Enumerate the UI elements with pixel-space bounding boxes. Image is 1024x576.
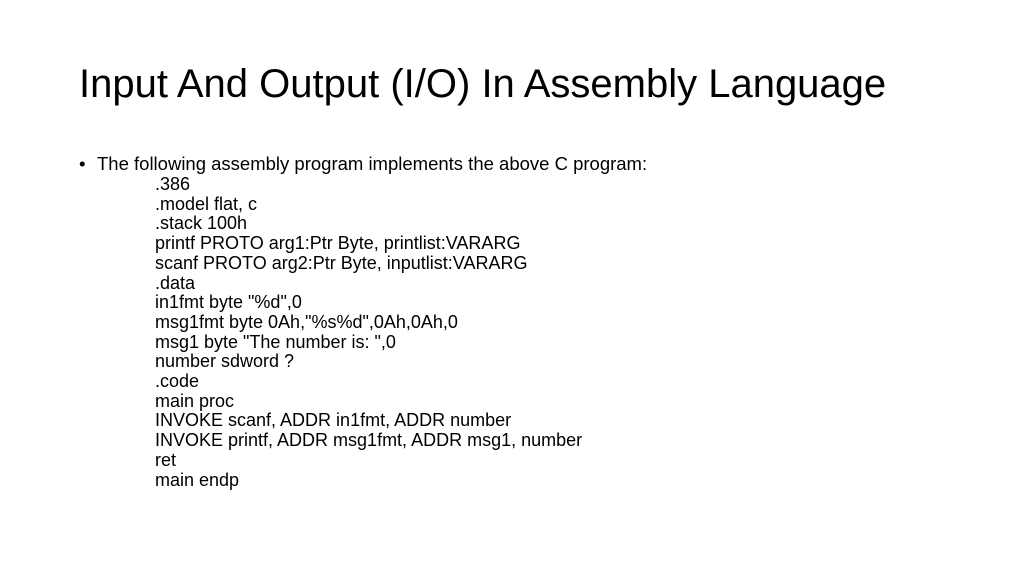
slide-title: Input And Output (I/O) In Assembly Language bbox=[79, 62, 887, 106]
code-line: scanf PROTO arg2:Ptr Byte, inputlist:VARARG bbox=[155, 252, 528, 273]
slide-content bbox=[79, 153, 979, 490]
code-line: .stack 100h bbox=[155, 213, 248, 234]
code-line: number sdword ? bbox=[155, 351, 295, 372]
code-line: .code bbox=[155, 371, 200, 392]
bullet-text: The following assembly program implements the above C program: bbox=[97, 153, 648, 174]
bullet-item bbox=[79, 153, 979, 175]
code-line: printf PROTO arg1:Ptr Byte, printlist:VARARG bbox=[155, 233, 521, 254]
code-line: in1fmt byte "%d",0 bbox=[155, 292, 302, 313]
code-listing bbox=[79, 175, 979, 490]
code-line: msg1 byte "The number is: ",0 bbox=[155, 331, 396, 352]
code-line: main proc bbox=[155, 390, 235, 411]
code-line: main endp bbox=[155, 469, 240, 490]
bullet-icon: • bbox=[79, 153, 86, 174]
code-line: INVOKE printf, ADDR msg1fmt, ADDR msg1, number bbox=[155, 430, 583, 451]
code-line: .data bbox=[155, 272, 196, 293]
code-line: .model flat, c bbox=[155, 193, 258, 214]
code-line: INVOKE scanf, ADDR in1fmt, ADDR number bbox=[155, 410, 512, 431]
code-line: .386 bbox=[155, 174, 191, 194]
code-line: ret bbox=[155, 449, 177, 470]
code-line: msg1fmt byte 0Ah,"%s%d",0Ah,0Ah,0 bbox=[155, 311, 458, 332]
